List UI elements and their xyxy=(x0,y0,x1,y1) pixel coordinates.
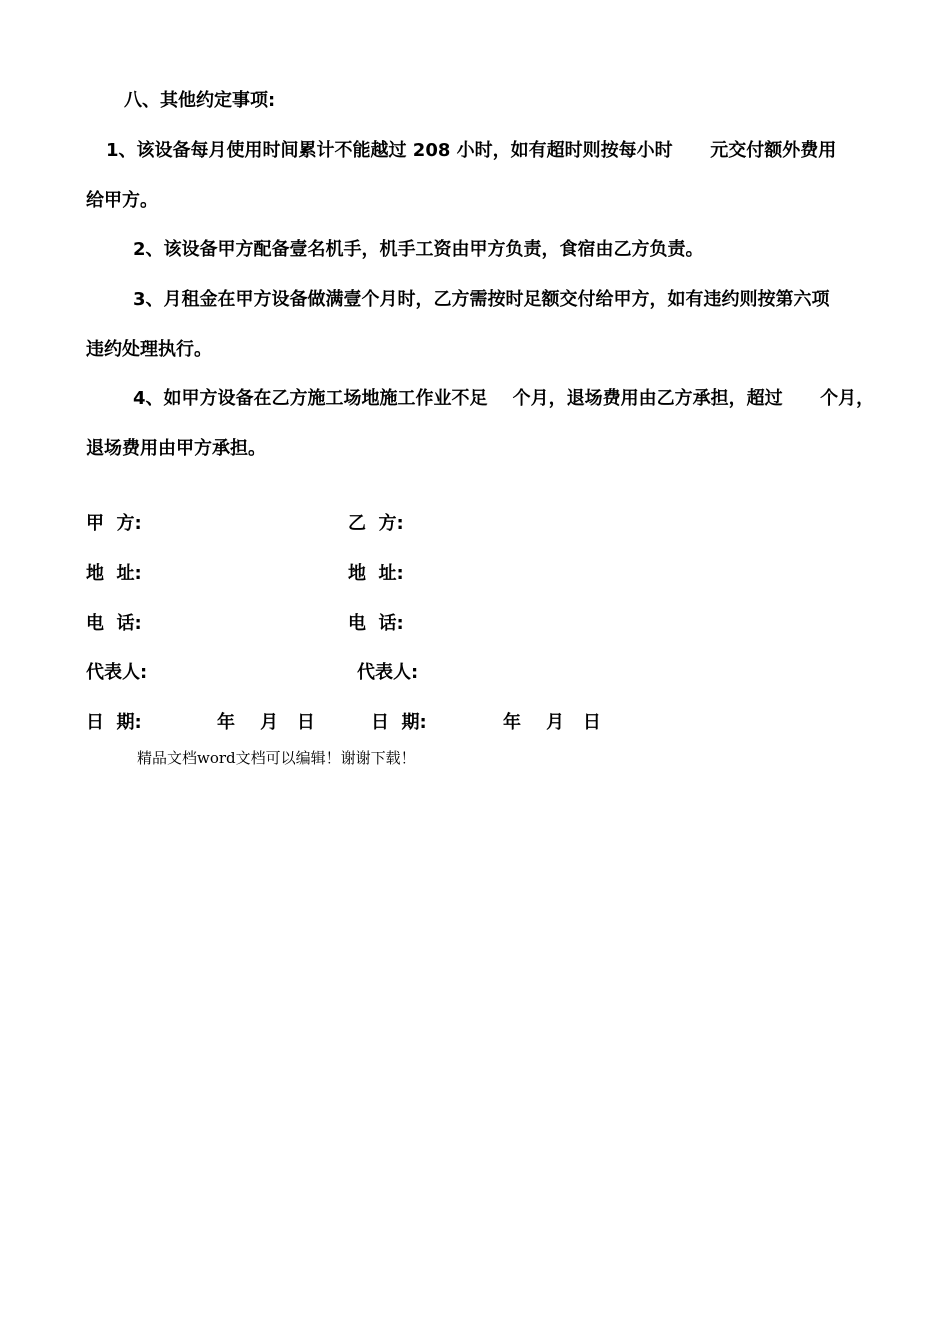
party-a-phone-label: 电 话: xyxy=(86,613,142,634)
party-a-date-label: 日 期: xyxy=(86,712,142,733)
clause-1-line-2: 给甲方。 xyxy=(86,190,158,211)
party-a-rep-label: 代表人: xyxy=(86,662,148,683)
footer-note: 精品文档word文档可以编辑！谢谢下载！ xyxy=(137,749,416,767)
party-b-address-label: 地 址: xyxy=(348,563,404,584)
clause-3-line-1: 3、月租金在甲方设备做满壹个月时，乙方需按时足额交付给甲方，如有违约则按第六项 xyxy=(133,289,830,310)
party-b-rep-label: 代表人: xyxy=(357,662,419,683)
clause-4-line-1: 4、如甲方设备在乙方施工场地施工作业不足 个月，退场费用由乙方承担，超过 个月， xyxy=(133,388,875,409)
party-b-date-label: 日 期: xyxy=(371,712,427,733)
party-b-name-label: 乙 方: xyxy=(348,513,404,534)
section-heading: 八、其他约定事项: xyxy=(124,90,276,111)
party-b-phone-label: 电 话: xyxy=(348,613,404,634)
party-b-date-ymd: 年 月 日 xyxy=(503,712,601,733)
party-a-name-label: 甲 方: xyxy=(86,513,142,534)
party-a-address-label: 地 址: xyxy=(86,563,142,584)
clause-4-line-2: 退场费用由甲方承担。 xyxy=(86,438,266,459)
clause-2-line-1: 2、该设备甲方配备壹名机手，机手工资由甲方负责，食宿由乙方负责。 xyxy=(133,239,704,260)
party-a-date-ymd: 年 月 日 xyxy=(217,712,315,733)
clause-1-line-1: 1、该设备每月使用时间累计不能越过 208 小时，如有超时则按每小时 元交付额外费用 xyxy=(106,140,837,161)
clause-3-line-2: 违约处理执行。 xyxy=(86,339,212,360)
